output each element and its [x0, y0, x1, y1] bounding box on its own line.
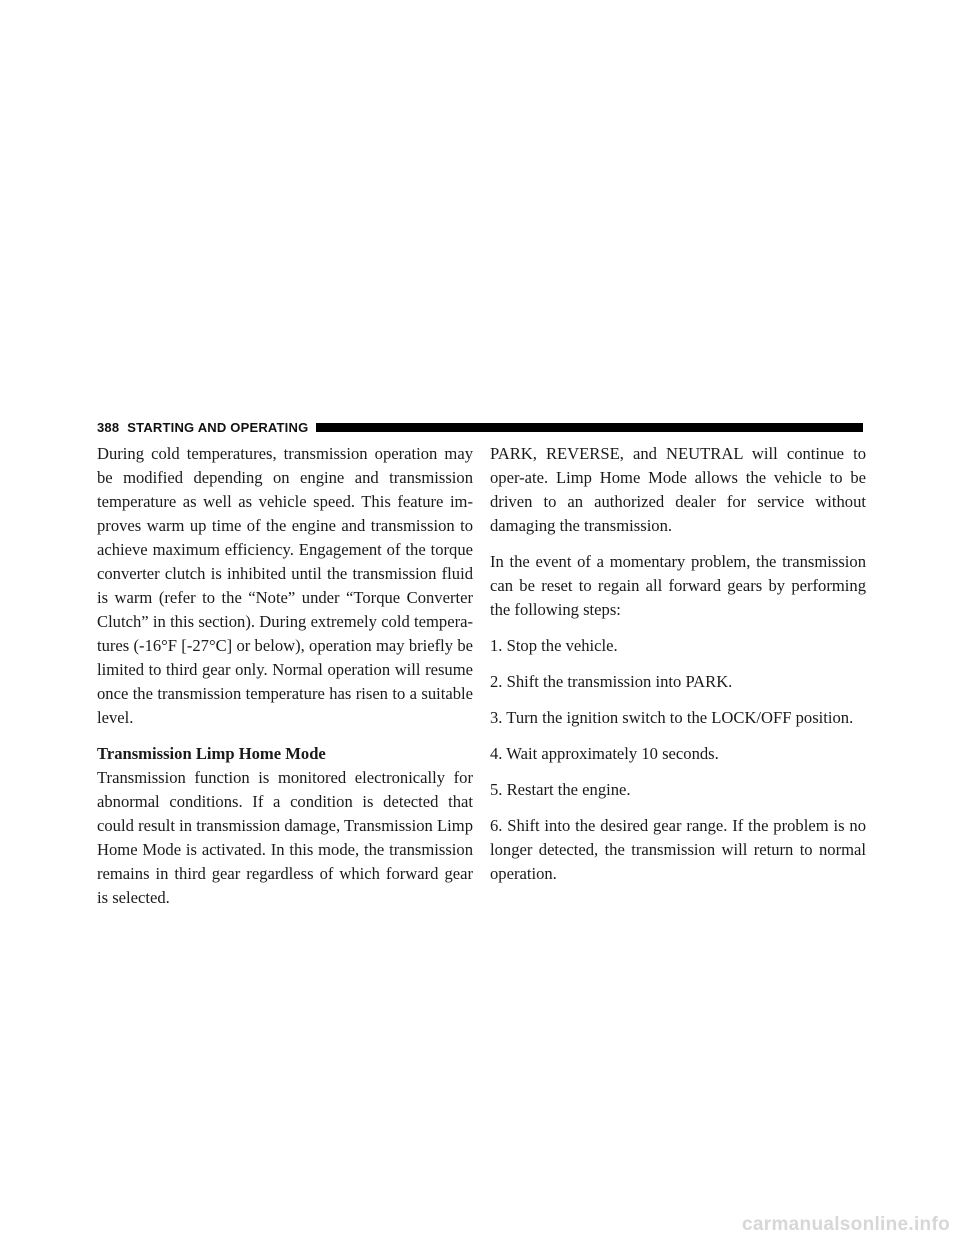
section-title: STARTING AND OPERATING [127, 419, 309, 435]
header-rule [316, 423, 863, 432]
left-column [97, 442, 473, 910]
reset-step-4: 4. Wait approximately 10 seconds. [490, 744, 719, 763]
reset-step-6: 6. Shift into the desired gear range. If the problem is no longer detected, the transmission will return to normal operation. [490, 816, 866, 883]
limp-home-paragraph: Transmission function is monitored electronically for abnormal conditions. If a condition is detected that could result in transmission damage, Transmission Limp Home Mode is activated. In this mode, the transmission remains in third gear regardless of which forward gear is selected. [97, 768, 473, 907]
page-header [97, 417, 863, 437]
reset-step-3: 3. Turn the ignition switch to the LOCK/OFF position. [490, 708, 854, 727]
limp-home-continued-paragraph: PARK, REVERSE, and NEUTRAL will continue to oper-ate. Limp Home Mode allows the vehicle to be driven to an authorized dealer for service without damaging the transmission. [490, 444, 866, 535]
reset-step-5: 5. Restart the engine. [490, 780, 631, 799]
reset-step-2: 2. Shift the transmission into PARK. [490, 672, 733, 691]
right-column [490, 442, 866, 898]
cold-temperature-paragraph: During cold temperatures, transmission operation may be modified depending on engine and transmission temperature as well as vehicle speed. This feature im-proves warm up time of the engine and transmission to achieve maximum efficiency. Engagement of the torque converter clutch is inhibited until the transmission fluid is warm (refer to the “Note” under “Torque Converter Clutch” in this section). During extremely cold tempera-tures (-16°F [-27°C] or below), operation may briefly be limited to third gear only. Normal operation will resume once the transmission temperature has risen to a suitable level. [97, 444, 473, 727]
reset-step-1: 1. Stop the vehicle. [490, 636, 618, 655]
watermark-text: carmanualsonline.info [742, 1214, 950, 1235]
page-number: 388 [97, 419, 120, 435]
limp-home-heading: Transmission Limp Home Mode [97, 744, 326, 763]
reset-intro-paragraph: In the event of a momentary problem, the transmission can be reset to regain all forward gears by performing the following steps: [490, 552, 866, 619]
